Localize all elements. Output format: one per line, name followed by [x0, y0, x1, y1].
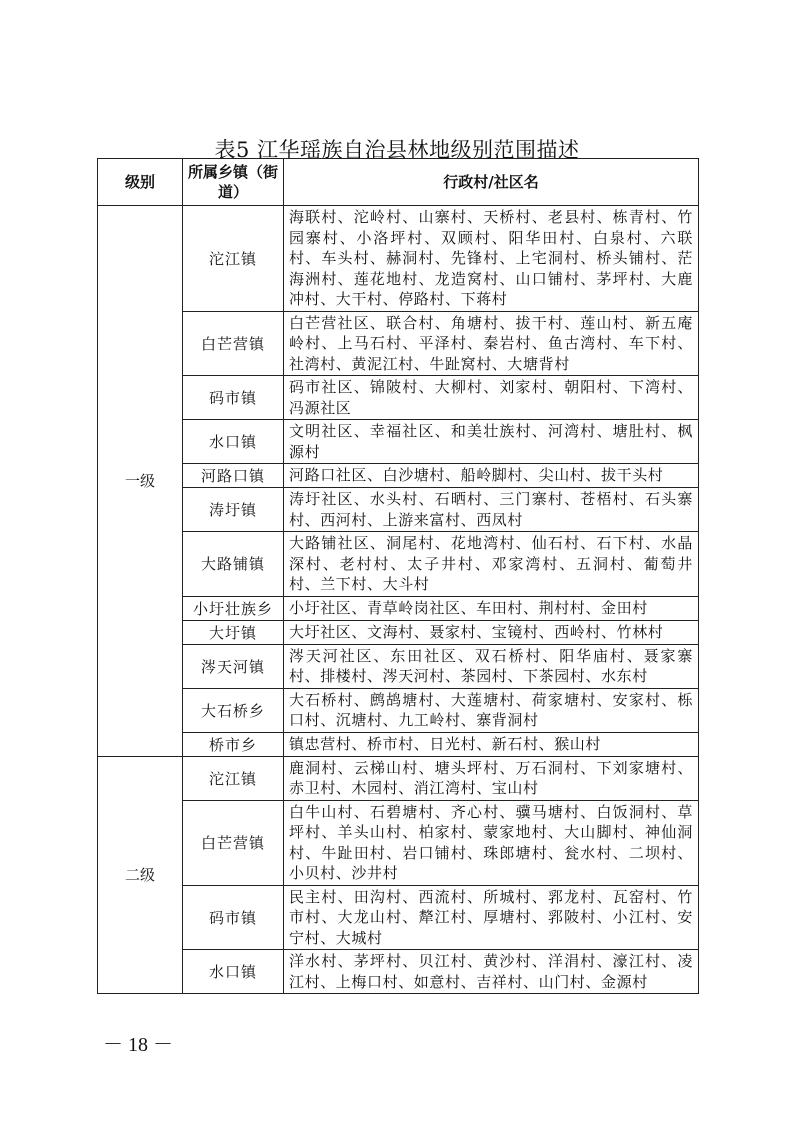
table-row: [98, 620, 699, 644]
header-level: 级别: [98, 159, 183, 206]
villages-cell: 洋水村、茅坪村、贝江村、黄沙村、洋涓村、濠江村、凌江村、上梅口村、如意村、吉祥村、山门村、金源村: [284, 950, 699, 994]
table-row: [98, 885, 699, 950]
table-row: [98, 596, 699, 620]
town-cell: 大石桥乡: [183, 688, 284, 732]
table-row: [98, 800, 699, 885]
table-row: [98, 376, 699, 420]
town-cell: 涛圩镇: [183, 488, 284, 532]
villages-cell: 民主村、田沟村、西流村、所城村、郛龙村、瓦窑村、竹市村、大龙山村、犛江村、厚塘村、郛陂村、小江村、安宁村、大城村: [284, 885, 699, 950]
town-cell: 沱江镇: [183, 756, 284, 800]
table-row: [98, 756, 699, 800]
villages-cell: 河路口社区、白沙塘村、船岭脚村、尖山村、拔干头村: [284, 464, 699, 488]
villages-cell: 文明社区、幸福社区、和美壮族村、河湾村、塘肚村、枫源村: [284, 420, 699, 464]
villages-cell: 镇忠营村、桥市村、日光村、新石村、猴山村: [284, 732, 699, 756]
header-row: [98, 159, 699, 206]
town-cell: 白芒营镇: [183, 800, 284, 885]
town-cell: 小圩壮族乡: [183, 596, 284, 620]
table-row: [98, 950, 699, 994]
table-row: [98, 532, 699, 597]
town-cell: 大路铺镇: [183, 532, 284, 597]
table-row: [98, 420, 699, 464]
town-cell: 涔天河镇: [183, 644, 284, 688]
table-row: [98, 732, 699, 756]
level-cell: 二级: [98, 756, 183, 994]
forest-level-table: [97, 158, 699, 994]
villages-cell: 码市社区、锦陂村、大柳村、刘家村、朝阳村、下湾村、冯源社区: [284, 376, 699, 420]
villages-cell: 鹿洞村、云梯山村、塘头坪村、万石洞村、下刘家塘村、赤卫村、木园村、消江湾村、宝山村: [284, 756, 699, 800]
town-cell: 水口镇: [183, 420, 284, 464]
header-villages: 行政村/社区名: [284, 159, 699, 206]
table-row: [98, 311, 699, 376]
town-cell: 大圩镇: [183, 620, 284, 644]
villages-cell: 小圩社区、青草岭岗社区、车田村、荆村村、金田村: [284, 596, 699, 620]
villages-cell: 大路铺社区、洞尾村、花地湾村、仙石村、石下村、水晶深村、老村村、太子井村、邓家湾村、五洞村、葡萄井村、兰下村、大斗村: [284, 532, 699, 597]
table-row: [98, 688, 699, 732]
villages-cell: 白芒营社区、联合村、角塘村、拔干村、莲山村、新五庵岭村、上马石村、平泽村、秦岩村、鱼古湾村、车下村、社湾村、黄泥江村、牛趾窝村、大塘背村: [284, 311, 699, 376]
villages-cell: 大石桥村、鹧鸪塘村、大莲塘村、荷家塘村、安家村、栎口村、沉塘村、九工岭村、寨背洞村: [284, 688, 699, 732]
town-cell: 沱江镇: [183, 206, 284, 312]
town-cell: 白芒营镇: [183, 311, 284, 376]
villages-cell: 白牛山村、石碧塘村、齐心村、骥马塘村、白饭洞村、草坪村、羊头山村、柏家村、蒙家地村、大山脚村、神仙洞村、牛趾田村、岩口铺村、珠郎塘村、瓮水村、二坝村、小贝村、沙井村: [284, 800, 699, 885]
town-cell: 河路口镇: [183, 464, 284, 488]
villages-cell: 涔天河社区、东田社区、双石桥村、阳华庙村、聂家寨村、排楼村、涔天河村、茶园村、下茶园村、水东村: [284, 644, 699, 688]
villages-cell: 海联村、沱岭村、山寨村、天桥村、老县村、栋青村、竹园寨村、小洛坪村、双顾村、阳华田村、白泉村、六联村、车头村、赫洞村、先锋村、上宅洞村、桥头铺村、茫海洲村、莲花地村、龙造窝村、山口铺村、茅坪村、大鹿冲村、大干村、停路村、下蒋村: [284, 206, 699, 312]
level-cell: 一级: [98, 206, 183, 757]
town-cell: 码市镇: [183, 376, 284, 420]
villages-cell: 涛圩社区、水头村、石晒村、三门寨村、苍梧村、石头寨村、西河村、上游来富村、西凤村: [284, 488, 699, 532]
town-cell: 桥市乡: [183, 732, 284, 756]
table-row: [98, 488, 699, 532]
table-row: [98, 644, 699, 688]
villages-cell: 大圩社区、文海村、聂家村、宝镜村、西岭村、竹林村: [284, 620, 699, 644]
page-number: － 18 －: [103, 1034, 173, 1056]
header-town: 所属乡镇（街道）: [183, 159, 284, 206]
table-row: [98, 206, 699, 312]
table-row: [98, 464, 699, 488]
table-title: 表5 江华瑶族自治县林地级别范围描述: [214, 138, 580, 162]
town-cell: 水口镇: [183, 950, 284, 994]
town-cell: 码市镇: [183, 885, 284, 950]
